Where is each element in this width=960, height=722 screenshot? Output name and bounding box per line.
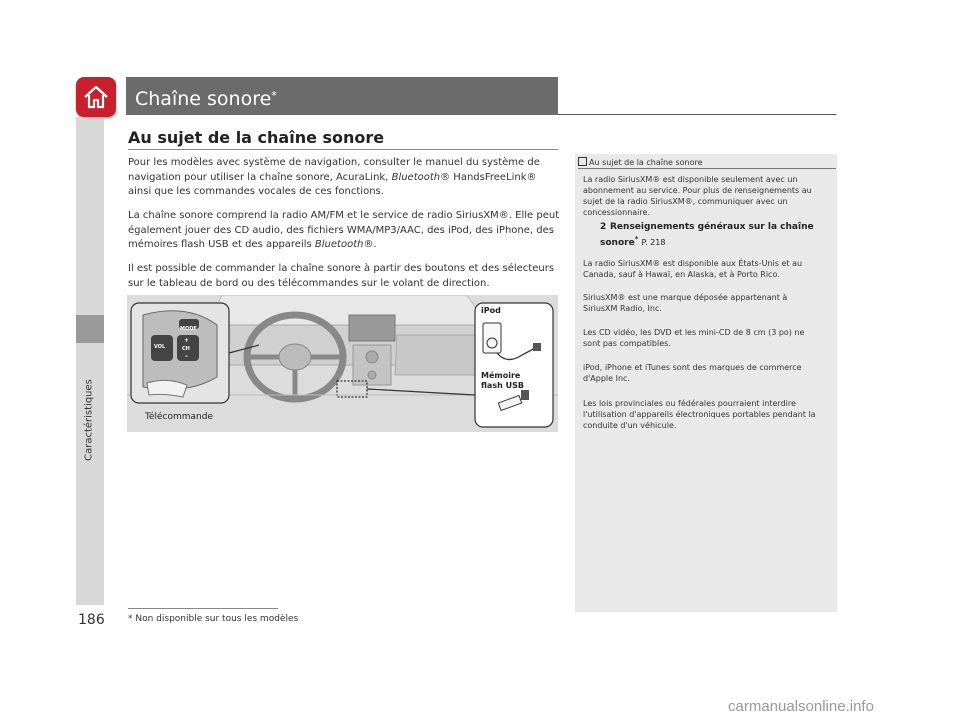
p1-bluetooth: Bluetooth [391, 171, 441, 183]
section-title: Au sujet de la chaîne sonore [128, 128, 385, 147]
link-arrow-icon: 2 [600, 222, 607, 232]
sidebar-note-subscription: La radio SiriusXM® est disponible seulement avec un abonnement au service. Pour plus de renseignements au sujet de la radio SiriusXM®, communiquer avec un concessionnaire. [583, 175, 812, 217]
chapter-title [135, 87, 277, 111]
page-number: 186 [78, 612, 105, 628]
side-tab-label[interactable]: Caractéristiques [83, 379, 95, 461]
chapter-title-text: Chaîne sonore [135, 88, 272, 110]
paragraph-controls: Il est possible de commander la chaîne sonore à partir des boutons et des sélecteurs sur le tableau de bord ou des télécommandes sur le volant de direction. [128, 263, 555, 289]
section-rule [128, 149, 558, 150]
home-icon [83, 85, 109, 109]
remote-vol-label: VOL [154, 344, 166, 350]
dashboard-illustration [127, 295, 558, 432]
sidebar-note-laws: Les lois provinciales ou fédérales pourraient interdire l'utilisation d'appareils électroniques portables pendant la conduite d'un véhicule. [583, 399, 816, 430]
sidebar-link-marker: * [634, 235, 639, 243]
sidebar-link-general-info[interactable] [600, 221, 830, 249]
title-rule [558, 114, 836, 115]
home-button[interactable] [76, 77, 116, 117]
chapter-title-bar [126, 77, 558, 115]
sidebar-note-compatibility: Les CD vidéo, les DVD et les mini-CD de 8 cm (3 po) ne sont pas compatibles. [583, 328, 805, 348]
sidebar-note-apple: iPod, iPhone et iTunes sont des marques de commerce d'Apple Inc. [583, 363, 802, 383]
sidebar-rule [578, 168, 836, 169]
side-tab-active[interactable] [76, 315, 104, 343]
footnote-rule [128, 608, 278, 609]
ipod-caption: iPod [481, 306, 501, 315]
p2-bluetooth: Bluetooth [314, 239, 364, 250]
p2-text-a: La chaîne sonore comprend la radio AM/FM et le service de radio SiriusXM®. Elle peut également jouer des CD audio, des fichiers WMA/MP3/AAC, des iPod, des iPhone, des mémoires flash USB et des appareils [128, 210, 560, 250]
p1-text-c: ® HandsFreeLink® ainsi que les commandes vocales de ces fonctions. [128, 171, 537, 197]
sidebar-link-text: Renseignements généraux sur la chaîne sonore [600, 222, 814, 248]
remote-ch-label: CH [182, 346, 190, 352]
usb-caption-line1: Mémoire [481, 371, 521, 380]
remote-minus-label: – [185, 353, 188, 360]
p1-text-a: Pour les modèles avec système de navigation, consulter le manuel du système de navigation pour utiliser la chaîne sonore, AcuraLink, [128, 157, 540, 183]
usb-caption-line2: flash USB [481, 381, 524, 390]
sidebar-heading-icon [578, 157, 587, 166]
watermark: carmanualsonline.info [728, 698, 874, 715]
sidebar-heading [578, 157, 703, 167]
sidebar-link-page: P. 218 [641, 238, 666, 247]
sidebar-note-trademark: SiriusXM® est une marque déposée appartenant à SiriusXM Radio, Inc. [583, 293, 788, 313]
side-tab-strip-top [76, 117, 104, 315]
p2-text-c: ®. [363, 239, 377, 250]
footnote: * Non disponible sur tous les modèles [128, 614, 299, 624]
sidebar-note-availability: La radio SiriusXM® est disponible aux États-Unis et au Canada, sauf à Hawaï, en Alaska, et à Porto Rico. [583, 259, 803, 279]
remote-mode-label: MODE [180, 326, 197, 332]
remote-caption: Télécommande [145, 412, 214, 422]
remote-plus-label: + [184, 337, 190, 344]
sidebar-heading-text: Au sujet de la chaîne sonore [589, 158, 703, 167]
paragraph-features [128, 209, 560, 253]
chapter-title-marker: * [271, 89, 277, 102]
paragraph-navigation [128, 156, 560, 200]
